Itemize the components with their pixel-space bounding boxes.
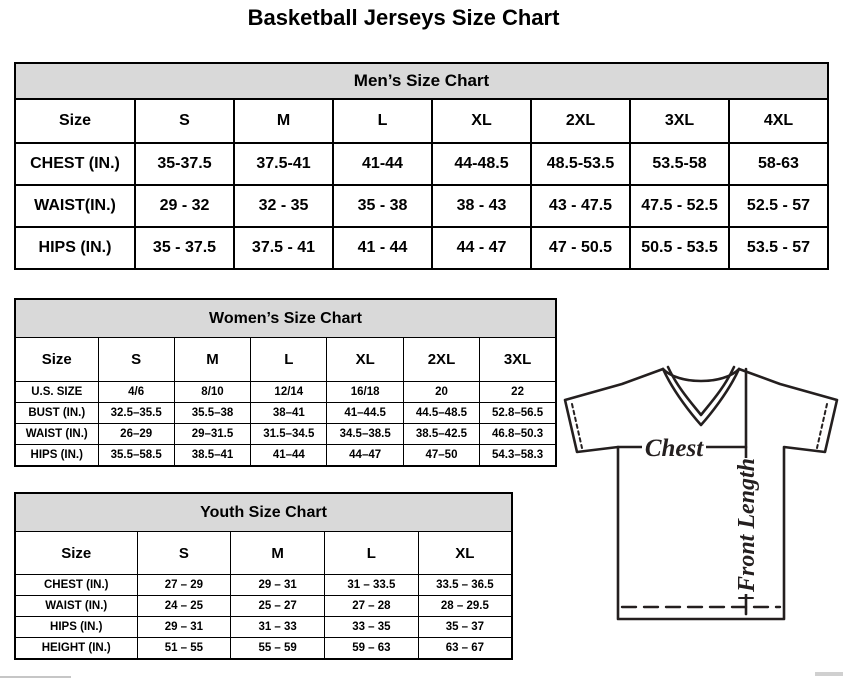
mens-col-header: Size <box>15 99 135 143</box>
cell: 54.3–58.3 <box>480 445 556 467</box>
youth-col-header: M <box>231 532 325 575</box>
cell: 8/10 <box>174 382 250 403</box>
youth-col-header: S <box>137 532 231 575</box>
cell: 37.5 - 41 <box>234 227 333 269</box>
womens-size-chart-table <box>14 298 557 467</box>
cell: 38.5–42.5 <box>403 424 479 445</box>
horizontal-scrollbar-piece[interactable] <box>815 672 843 676</box>
row-label: BUST (IN.) <box>15 403 98 424</box>
cell: 50.5 - 53.5 <box>630 227 729 269</box>
cell: 41 - 44 <box>333 227 432 269</box>
cell: 33.5 – 36.5 <box>418 575 512 596</box>
front-length-label: Front Length <box>734 457 760 593</box>
mens-chart-title: Men’s Size Chart <box>15 63 828 99</box>
cell: 35 – 37 <box>418 617 512 638</box>
cell: 31.5–34.5 <box>251 424 327 445</box>
womens-chart-title: Women’s Size Chart <box>15 299 556 338</box>
cell: 4/6 <box>98 382 174 403</box>
cell: 28 – 29.5 <box>418 596 512 617</box>
mens-col-header: M <box>234 99 333 143</box>
table-row <box>15 638 512 660</box>
row-label: CHEST (IN.) <box>15 575 137 596</box>
cell: 29 – 31 <box>137 617 231 638</box>
mens-col-header: S <box>135 99 234 143</box>
womens-col-header: S <box>98 338 174 382</box>
table-row <box>15 227 828 269</box>
jersey-collar <box>668 367 734 415</box>
cell: 35.5–38 <box>174 403 250 424</box>
cell: 20 <box>403 382 479 403</box>
table-row <box>15 596 512 617</box>
cell: 51 – 55 <box>137 638 231 660</box>
cell: 29 – 31 <box>231 575 325 596</box>
cell: 16/18 <box>327 382 403 403</box>
cell: 22 <box>480 382 556 403</box>
cell: 26–29 <box>98 424 174 445</box>
cell: 55 – 59 <box>231 638 325 660</box>
cell: 31 – 33.5 <box>325 575 419 596</box>
table-row <box>15 382 556 403</box>
cell: 53.5-58 <box>630 143 729 185</box>
cell: 27 – 29 <box>137 575 231 596</box>
table-row <box>15 424 556 445</box>
cell: 59 – 63 <box>325 638 419 660</box>
cell: 33 – 35 <box>325 617 419 638</box>
table-row <box>15 575 512 596</box>
cell: 44 - 47 <box>432 227 531 269</box>
cell: 37.5-41 <box>234 143 333 185</box>
youth-col-header: L <box>325 532 419 575</box>
page-title: Basketball Jerseys Size Chart <box>247 5 560 30</box>
youth-size-chart-table <box>14 492 513 660</box>
cell: 47.5 - 52.5 <box>630 185 729 227</box>
youth-col-header: XL <box>418 532 512 575</box>
chest-label: Chest <box>644 435 704 462</box>
cell: 25 – 27 <box>231 596 325 617</box>
cell: 53.5 - 57 <box>729 227 828 269</box>
table-row <box>15 617 512 638</box>
cell: 27 – 28 <box>325 596 419 617</box>
mens-size-chart-table <box>14 62 829 270</box>
cell: 58-63 <box>729 143 828 185</box>
cell: 35 - 38 <box>333 185 432 227</box>
cell: 12/14 <box>251 382 327 403</box>
cell: 47–50 <box>403 445 479 467</box>
cell: 29 - 32 <box>135 185 234 227</box>
cell: 38–41 <box>251 403 327 424</box>
cell: 63 – 67 <box>418 638 512 660</box>
cell: 35.5–58.5 <box>98 445 174 467</box>
jersey-outline <box>565 369 837 619</box>
row-label: HIPS (IN.) <box>15 445 98 467</box>
row-label: U.S. SIZE <box>15 382 98 403</box>
youth-chart-title: Youth Size Chart <box>15 493 512 532</box>
mens-col-header: XL <box>432 99 531 143</box>
womens-col-header: L <box>251 338 327 382</box>
row-label: CHEST (IN.) <box>15 143 135 185</box>
cell: 32.5–35.5 <box>98 403 174 424</box>
cell: 38.5–41 <box>174 445 250 467</box>
cell: 41–44.5 <box>327 403 403 424</box>
cell: 38 - 43 <box>432 185 531 227</box>
cell: 29–31.5 <box>174 424 250 445</box>
cell: 41–44 <box>251 445 327 467</box>
jersey-measurement-diagram <box>556 360 843 662</box>
cell: 41-44 <box>333 143 432 185</box>
cell: 31 – 33 <box>231 617 325 638</box>
womens-col-header: XL <box>327 338 403 382</box>
cell: 35-37.5 <box>135 143 234 185</box>
youth-col-header: Size <box>15 532 137 575</box>
mens-col-header: 3XL <box>630 99 729 143</box>
row-label: WAIST (IN.) <box>15 596 137 617</box>
row-label: HIPS (IN.) <box>15 617 137 638</box>
table-row <box>15 185 828 227</box>
cell: 48.5-53.5 <box>531 143 630 185</box>
jersey-cuff-dash-right <box>817 404 827 448</box>
cell: 34.5–38.5 <box>327 424 403 445</box>
cell: 43 - 47.5 <box>531 185 630 227</box>
cell: 44–47 <box>327 445 403 467</box>
table-row <box>15 445 556 467</box>
cell: 35 - 37.5 <box>135 227 234 269</box>
cell: 52.8–56.5 <box>480 403 556 424</box>
cell: 52.5 - 57 <box>729 185 828 227</box>
mens-col-header: 4XL <box>729 99 828 143</box>
cell: 44.5–48.5 <box>403 403 479 424</box>
table-row <box>15 143 828 185</box>
womens-col-header: Size <box>15 338 98 382</box>
cell: 24 – 25 <box>137 596 231 617</box>
womens-col-header: 3XL <box>480 338 556 382</box>
table-row <box>15 403 556 424</box>
row-label: WAIST (IN.) <box>15 424 98 445</box>
cell: 46.8–50.3 <box>480 424 556 445</box>
mens-col-header: L <box>333 99 432 143</box>
mens-col-header: 2XL <box>531 99 630 143</box>
womens-col-header: M <box>174 338 250 382</box>
row-label: WAIST(IN.) <box>15 185 135 227</box>
womens-col-header: 2XL <box>403 338 479 382</box>
row-label: HIPS (IN.) <box>15 227 135 269</box>
horizontal-scrollbar-piece[interactable] <box>0 676 71 678</box>
cell: 44-48.5 <box>432 143 531 185</box>
cell: 47 - 50.5 <box>531 227 630 269</box>
cell: 32 - 35 <box>234 185 333 227</box>
row-label: HEIGHT (IN.) <box>15 638 137 660</box>
